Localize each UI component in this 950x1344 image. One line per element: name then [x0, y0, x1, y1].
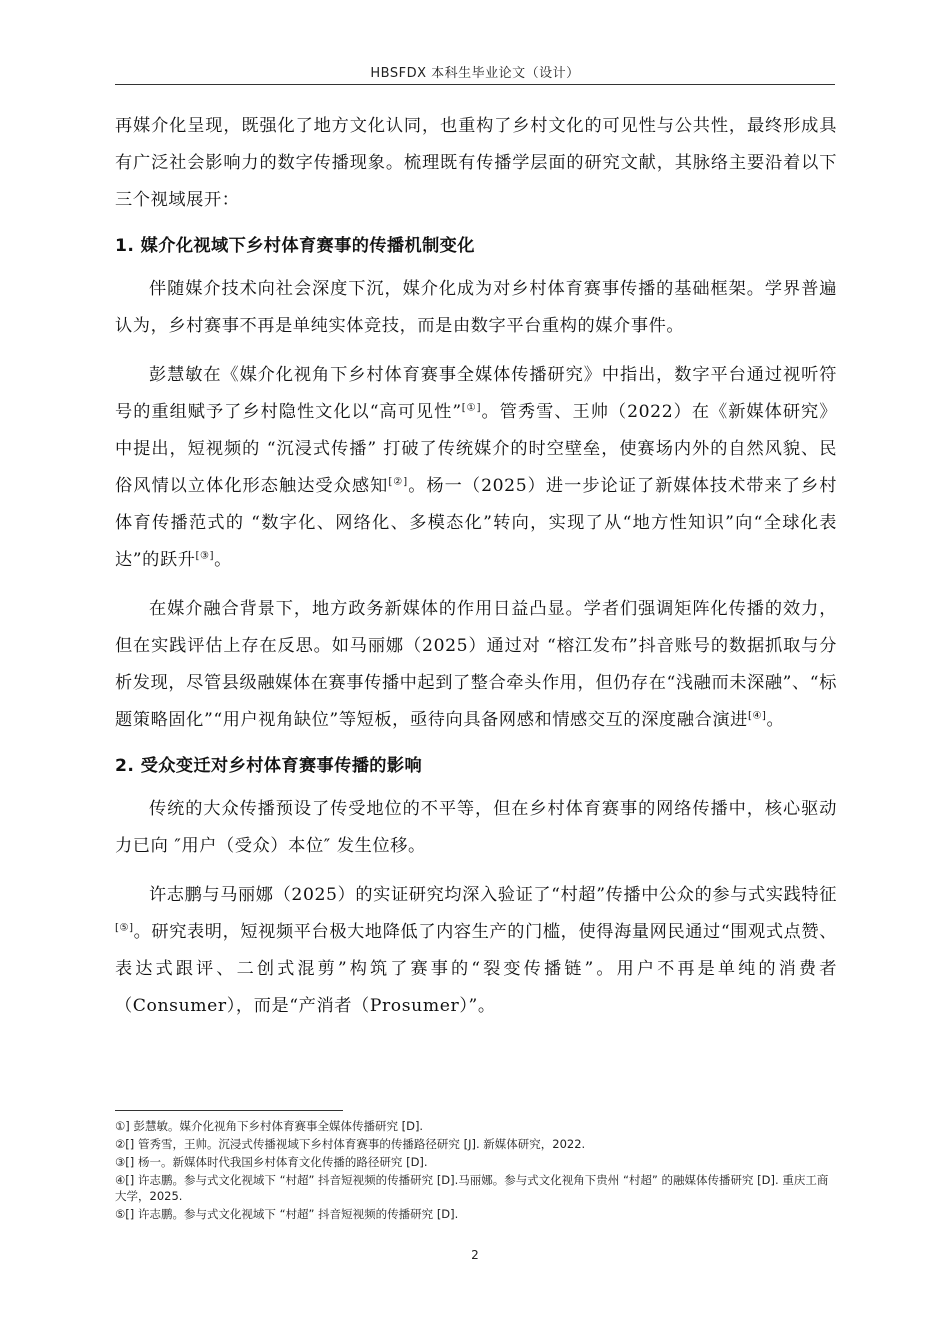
footnotes: [115, 1118, 837, 1224]
page-header: HBSFDX 本科生毕业论文（设计）: [370, 66, 580, 81]
body-text: [115, 108, 837, 1037]
footnote-3: ③[] 杨一。新媒体时代我国乡村体育文化传播的路径研究 [D].: [115, 1155, 428, 1169]
paragraph-media-convergence: [115, 591, 837, 739]
text-run: 。杨一（2025）进一步论证了新媒体技术带来了乡村体育传播范式的 “数字化、网络化、多模态化”转向，实现了从“地方性知识”向“全球化表达”的跃升: [115, 476, 837, 570]
footnote-ref-2[interactable]: [②]: [388, 476, 408, 488]
text-run: 在媒介融合背景下，地方政务新媒体的作用日益凸显。学者们强调矩阵化传播的效力，但在实践评估上存在反思。如马丽娜（2025）通过对 “榕江发布”抖音账号的数据抓取与分析发现，尽管县级融媒体在赛事传播中起到了整合牵头作用，但仍存在“浅融而未深融”、“标题策略固化”“用户视角缺位”等短板，亟待向具备网感和情感交互的深度融合演进: [115, 599, 837, 730]
paragraph-audience-shift: 传统的大众传播预设了传受地位的不平等，但在乡村体育赛事的网络传播中，核心驱动力已向 ″用户（受众）本位″ 发生位移。: [115, 799, 837, 856]
text-run: 。研究表明，短视频平台极大地降低了内容生产的门槛，使得海量网民通过“围观式点赞、表达式跟评、二创式混剪”构筑了赛事的“裂变传播链”。用户不再是单纯的消费者（Consumer），而是“产消者（Prosumer）”。: [115, 922, 837, 1016]
footnote-5: ⑤[] 许志鹏。参与式文化视域下 “村超” 抖音短视频的传播研究 [D].: [115, 1207, 459, 1221]
section-heading-1: 1. 媒介化视域下乡村体育赛事的传播机制变化: [115, 236, 475, 256]
footnote-ref-1[interactable]: [①]: [461, 402, 482, 414]
footnote-ref-4[interactable]: [④]: [747, 710, 767, 722]
text-run: 。: [766, 710, 785, 730]
header-rule: [115, 84, 835, 85]
text-run: 。: [214, 550, 232, 570]
footnote-ref-5[interactable]: [⑤]: [115, 922, 134, 934]
footnote-2: ②[] 管秀雪，王帅。沉浸式传播视域下乡村体育赛事的传播路径研究 [J]. 新媒体研究，2022.: [115, 1137, 586, 1151]
footnote-4: ④[] 许志鹏。参与式文化视域下 “村超” 抖音短视频的传播研究 [D].马丽娜。参与式文化视角下贵州 “村超” 的融媒体传播研究 [D]. 重庆工商大学，2025.: [115, 1173, 829, 1203]
footnote-rule: [115, 1110, 343, 1111]
footnote-ref-3[interactable]: [③]: [195, 550, 215, 562]
paragraph-mediatization: 伴随媒介技术向社会深度下沉，媒介化成为对乡村体育赛事传播的基础框架。学界普遍认为，乡村赛事不再是单纯实体竞技，而是由数字平台重构的媒介事件。: [115, 279, 837, 336]
paragraph-literature-review: [115, 357, 837, 579]
text-run: 。管秀雪、王帅（2022）在《新媒体研究》中提出，短视频的 “沉浸式传播” 打破了传统媒介的时空壁垒，使赛场内外的自然风貌、民俗风情以立体化形态触达受众感知: [115, 402, 837, 496]
footnote-1: ①] 彭慧敏。媒介化视角下乡村体育赛事全媒体传播研究 [D].: [115, 1119, 424, 1133]
section-heading-2: 2. 受众变迁对乡村体育赛事传播的影响: [115, 756, 423, 776]
paragraph-continued: 再媒介化呈现，既强化了地方文化认同，也重构了乡村文化的可见性与公共性，最终形成具有广泛社会影响力的数字传播现象。梳理既有传播学层面的研究文献，其脉络主要沿着以下三个视域展开：: [115, 116, 837, 210]
paragraph-participatory-practice: [115, 877, 837, 1025]
text-run: 许志鹏与马丽娜（2025）的实证研究均深入验证了“村超”传播中公众的参与式实践特征: [149, 885, 837, 905]
page-number: 2: [471, 1248, 479, 1262]
text-run: 彭慧敏在《媒介化视角下乡村体育赛事全媒体传播研究》中指出，数字平台通过视听符号的重组赋予了乡村隐性文化以“高可见性”: [115, 365, 837, 422]
